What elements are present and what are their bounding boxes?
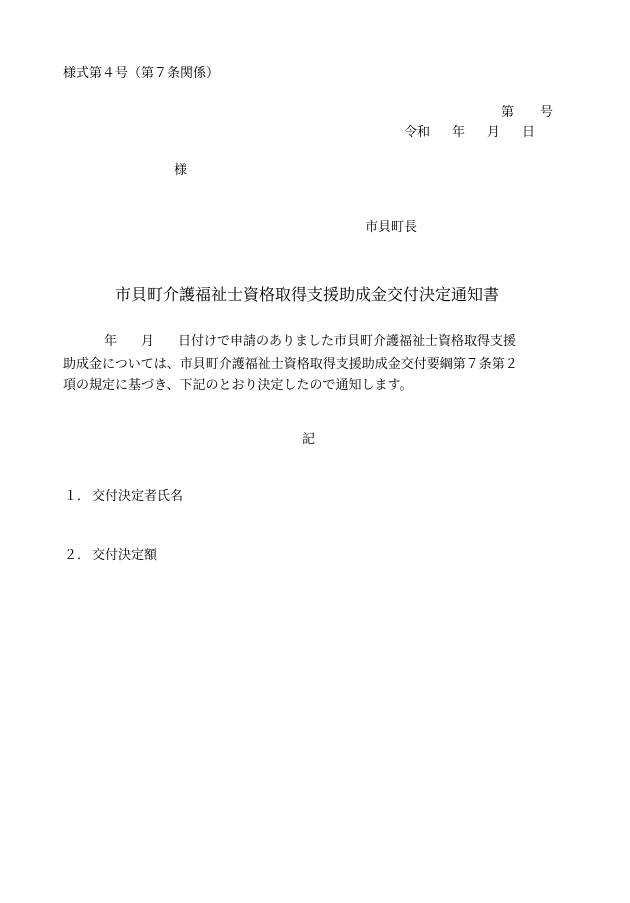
body-line-3: 項の規定に基づき、下記のとおり決定したので通知します。 [63,378,413,393]
date-year: 年 [452,125,466,140]
body-year: 年 [104,334,118,349]
item-label: 交付決定者氏名 [92,489,184,504]
date-month: 月 [487,125,501,140]
number-dai: 第 [501,105,515,120]
item-number: ２． [64,548,91,563]
body-line-2: 助成金については、市貝町介護福祉士資格取得支援助成金交付要綱第７条第２ [63,357,518,372]
date-day: 日 [522,125,536,140]
body-month: 月 [141,334,155,349]
recipient-suffix: 様 [174,163,188,178]
document-date [404,126,535,139]
list-item-grant-amount [64,549,157,562]
number-go: 号 [540,105,554,120]
form-label: 様式第４号（第７条関係） [63,66,220,81]
document-number [501,106,553,119]
item-number: １． [64,489,91,504]
document-title: 市貝町介護福祉士資格取得支援助成金交付決定通知書 [115,285,500,304]
list-item-recipient-name [64,490,183,503]
body-line-1-text: 日付けで申請のありました市貝町介護福祉士資格取得支援 [178,334,517,349]
date-era: 令和 [404,125,431,140]
body-line-1 [104,335,516,348]
ki-heading: 記 [302,432,316,447]
item-label: 交付決定額 [92,548,158,563]
issuer-name: 市貝町長 [365,220,418,235]
